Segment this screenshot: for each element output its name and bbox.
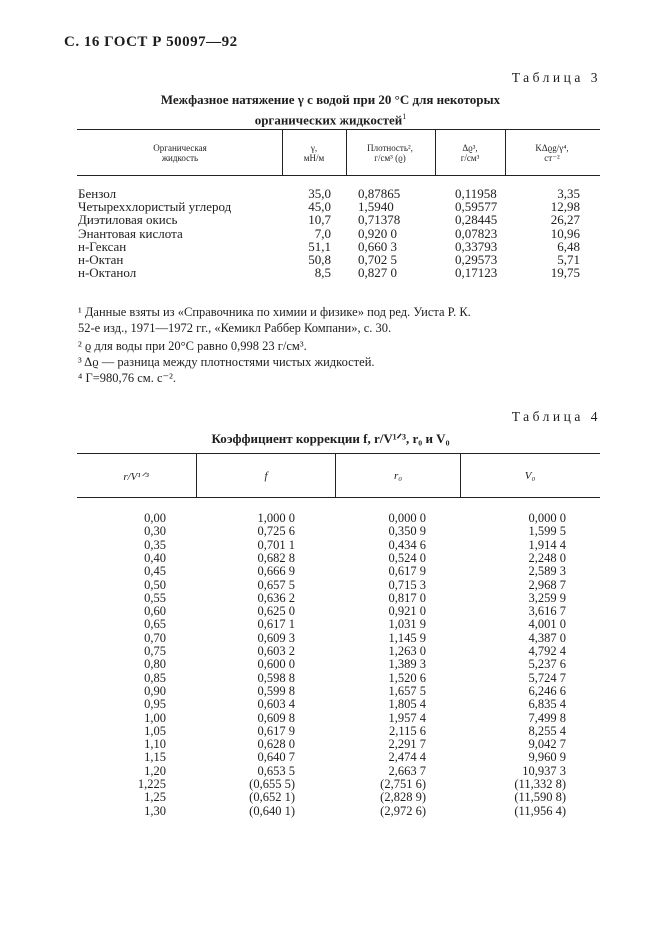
- table-cell: 0,603 4: [257, 697, 295, 712]
- table-cell: Диэтиловая окись: [78, 212, 178, 228]
- table4-col-header: r₀: [393, 470, 403, 482]
- table-row: [0, 791, 661, 804]
- table-cell: 9,960 9: [528, 750, 566, 765]
- table-cell: 26,27: [550, 212, 580, 228]
- table3-top-rule: [77, 129, 600, 130]
- table-cell: 51,1: [308, 238, 331, 254]
- table-cell: н-Гексан: [78, 238, 127, 254]
- table-cell: 45,0: [308, 199, 331, 215]
- table-cell: 0,17123: [455, 265, 498, 281]
- table-cell: 0,609 3: [257, 630, 295, 645]
- table-row: [0, 805, 661, 818]
- table-cell: 0,90: [144, 683, 166, 698]
- table-cell: 0,725 6: [257, 524, 295, 539]
- table3-title-sup: 1: [402, 112, 407, 121]
- table-cell: 0,920 0: [358, 225, 397, 241]
- table-cell: (0,652 1): [249, 790, 295, 805]
- table4-col-divider: [460, 453, 461, 497]
- table-cell: 19,75: [550, 265, 580, 281]
- table-cell: 2,248 0: [528, 550, 566, 565]
- table3-col-header: [125, 143, 235, 163]
- table-row: [0, 751, 661, 764]
- table-cell: 0,598 8: [257, 670, 295, 685]
- table-cell: 0,827 0: [358, 265, 397, 281]
- footnote: ³ Δϱ — разница между плотностями чистых жидкостей.: [78, 355, 375, 369]
- table-row: [0, 525, 661, 538]
- table-cell: 0,600 0: [257, 657, 295, 672]
- table3-title-line2-wrap: [0, 108, 661, 128]
- table3-title: [0, 91, 661, 128]
- table-cell: 1,805 4: [388, 697, 426, 712]
- table-row: [0, 200, 661, 213]
- table-cell: 0,59577: [455, 199, 498, 215]
- table-row: [0, 645, 661, 658]
- table-cell: 0,000 0: [528, 511, 566, 525]
- table-cell: 1,031 9: [388, 617, 426, 632]
- table3-col-header: [497, 143, 607, 163]
- table-row: [0, 565, 661, 578]
- table-cell: 0,640 7: [257, 750, 295, 765]
- table-cell: 5,724 7: [528, 670, 566, 685]
- table-cell: (11,590 8): [514, 790, 566, 805]
- table4-col-header: f: [264, 470, 268, 482]
- table-cell: 1,263 0: [388, 644, 426, 658]
- table-cell: 4,001 0: [528, 617, 566, 632]
- table-cell: (2,751 6): [380, 777, 426, 791]
- table-cell: 0,33793: [455, 238, 498, 254]
- table-cell: 0,617 9: [388, 564, 426, 579]
- table-cell: 8,5: [314, 265, 331, 281]
- table-cell: 5,71: [557, 252, 580, 267]
- table-cell: 0,28445: [455, 212, 498, 228]
- table-row: [0, 778, 661, 791]
- table4-top-rule: [77, 453, 600, 454]
- table-cell: 0,55: [144, 590, 166, 605]
- table-cell: 0,75: [144, 644, 166, 658]
- table-row: [0, 592, 661, 605]
- table-cell: 1,15: [144, 750, 166, 765]
- table-cell: 7,0: [314, 225, 331, 241]
- table-cell: 0,921 0: [388, 604, 426, 619]
- table-row: [0, 658, 661, 671]
- table-cell: (0,640 1): [249, 803, 295, 818]
- table-cell: 3,616 7: [528, 604, 566, 619]
- table3-title-line2: органических жидкостей: [254, 112, 403, 128]
- table-row: [0, 725, 661, 738]
- table-row: [0, 632, 661, 645]
- table-cell: 1,5940: [358, 199, 394, 215]
- table-cell: 0,71378: [358, 212, 401, 228]
- table-cell: 1,00: [144, 710, 166, 725]
- table-cell: (2,972 6): [380, 803, 426, 818]
- table-cell: 0,29573: [455, 252, 498, 267]
- table-cell: 2,474 4: [388, 750, 426, 765]
- table-cell: (0,655 5): [249, 777, 295, 791]
- table-row: [0, 253, 661, 266]
- table-cell: 1,957 4: [388, 710, 426, 725]
- table-cell: 10,7: [308, 212, 331, 228]
- table-cell: 0,11958: [455, 186, 497, 201]
- table-cell: 0,617 1: [257, 617, 295, 632]
- table-cell: 1,25: [144, 790, 166, 805]
- table3-col-header-line2: г/см³ (ϱ): [374, 153, 406, 163]
- table-cell: 6,48: [557, 238, 580, 254]
- table-cell: 7,499 8: [528, 710, 566, 725]
- table-row: [0, 765, 661, 778]
- table-cell: 2,589 3: [528, 564, 566, 579]
- table-row: [0, 227, 661, 240]
- table-row: [0, 512, 661, 525]
- table-cell: 1,20: [144, 763, 166, 778]
- table-cell: 1,520 6: [388, 670, 426, 685]
- footnote: 52-е изд., 1971—1972 гг., «Кемикл Раббер Компани», с. 30.: [78, 321, 392, 335]
- table3-col-header-line2: ст⁻²: [544, 153, 560, 163]
- table-cell: 0,350 9: [388, 524, 426, 539]
- table-cell: 1,145 9: [388, 630, 426, 645]
- table-cell: 1,225: [137, 777, 166, 791]
- table-cell: 0,666 9: [257, 564, 295, 579]
- table-cell: 1,05: [144, 723, 166, 738]
- table-cell: 10,937 3: [522, 763, 566, 778]
- table3-caption: Таблица 3: [511, 70, 601, 85]
- table3-col-header-line1: KΔϱg/γ⁴,: [535, 143, 569, 153]
- table-cell: 0,636 2: [257, 590, 295, 605]
- table-cell: 0,000 0: [388, 511, 426, 525]
- table3-col-header-line2: жидкость: [161, 153, 199, 163]
- table-row: [0, 672, 661, 685]
- table-cell: 0,660 3: [358, 238, 397, 254]
- table-cell: 0,87865: [358, 186, 401, 201]
- table-cell: 0,657 5: [257, 577, 295, 592]
- footnote: ¹ Данные взяты из «Справочника по химии и физике» под ред. Уиста Р. К.: [78, 305, 471, 319]
- table3-col-header-line1: γ,: [310, 143, 318, 153]
- table-cell: 0,599 8: [257, 683, 295, 698]
- table-cell: 0,95: [144, 697, 166, 712]
- table-cell: 0,603 2: [257, 644, 295, 658]
- table-cell: 0,40: [144, 550, 166, 565]
- table-cell: 2,291 7: [388, 737, 426, 752]
- table-cell: 0,715 3: [388, 577, 426, 592]
- table3-col-header-line1: Органическая: [153, 143, 207, 153]
- table-row: [0, 539, 661, 552]
- table-cell: (11,332 8): [514, 777, 566, 791]
- table-cell: 1,914 4: [528, 537, 566, 552]
- table3-col-header-line1: Плотность²,: [367, 143, 413, 153]
- table4-col-divider: [196, 453, 197, 497]
- table4-caption: Таблица 4: [511, 409, 601, 424]
- footnote: ⁴ Г=980,76 см. с⁻².: [78, 371, 176, 385]
- table-cell: 2,968 7: [528, 577, 566, 592]
- table4-col-divider: [335, 453, 336, 497]
- table-row: [0, 552, 661, 565]
- table-cell: 35,0: [308, 186, 331, 201]
- table-cell: 4,387 0: [528, 630, 566, 645]
- table-row: [0, 579, 661, 592]
- table-cell: Бензол: [78, 186, 117, 201]
- table4-header-rule: [77, 497, 600, 498]
- table-cell: 4,792 4: [528, 644, 566, 658]
- table3-col-header-line2: мН/м: [303, 153, 325, 163]
- table-cell: 5,237 6: [528, 657, 566, 672]
- table-cell: 2,115 6: [388, 723, 426, 738]
- table3-footnotes: [78, 304, 608, 386]
- table-cell: 0,625 0: [257, 604, 295, 619]
- table-cell: Энантовая кислота: [78, 225, 183, 241]
- table-cell: 0,80: [144, 657, 166, 672]
- table-row: [0, 712, 661, 725]
- table3-col-header-line1: Δϱ³,: [462, 143, 478, 153]
- table-cell: 1,10: [144, 737, 166, 752]
- table-cell: 50,8: [308, 252, 331, 267]
- page-header: С. 16 ГОСТ Р 50097—92: [64, 34, 238, 50]
- table-cell: 0,702 5: [358, 252, 397, 267]
- table-cell: 12,98: [550, 199, 580, 215]
- table-cell: (2,828 9): [380, 790, 426, 805]
- table-cell: н-Октанол: [78, 265, 137, 281]
- table-row: [0, 213, 661, 226]
- table-cell: 1,599 5: [528, 524, 566, 539]
- table-cell: 0,817 0: [388, 590, 426, 605]
- table-cell: 1,389 3: [388, 657, 426, 672]
- table3-header-rule: [77, 175, 600, 176]
- table-cell: 3,35: [557, 186, 580, 201]
- table3-title-line1: Межфазное натяжение γ с водой при 20 °С для некоторых: [160, 92, 501, 107]
- table-cell: 1,000 0: [257, 511, 295, 525]
- table-cell: 1,657 5: [388, 683, 426, 698]
- table-cell: 1,30: [144, 803, 166, 818]
- table-cell: 8,255 4: [528, 723, 566, 738]
- table4-title: Коэффициент коррекции f, r/V¹ᐟ³, r₀ и V₀: [211, 431, 450, 446]
- table-cell: 6,835 4: [528, 697, 566, 712]
- table-row: [0, 618, 661, 631]
- table4-col-header: V₀: [524, 470, 536, 482]
- table-cell: 0,65: [144, 617, 166, 632]
- table-cell: Четыреххлористый углерод: [78, 199, 232, 215]
- table-cell: 3,259 9: [528, 590, 566, 605]
- table-cell: 0,35: [144, 537, 166, 552]
- table-cell: 0,45: [144, 564, 166, 579]
- table-cell: 10,96: [550, 225, 580, 241]
- table-cell: 0,682 8: [257, 550, 295, 565]
- table-row: [0, 738, 661, 751]
- table-row: [0, 698, 661, 711]
- table-cell: 0,434 6: [388, 537, 426, 552]
- table-row: [0, 605, 661, 618]
- table-row: [0, 187, 661, 200]
- table-row: [0, 266, 661, 279]
- table-cell: 0,701 1: [257, 537, 295, 552]
- table-cell: 9,042 7: [528, 737, 566, 752]
- table-cell: 0,00: [144, 511, 166, 525]
- table-row: [0, 685, 661, 698]
- table4-col-header: r/V¹ᐟ³: [123, 471, 149, 483]
- table-row: [0, 240, 661, 253]
- table-cell: 0,85: [144, 670, 166, 685]
- table-cell: 0,617 9: [257, 723, 295, 738]
- table-cell: (11,956 4): [514, 803, 566, 818]
- table-cell: 0,609 8: [257, 710, 295, 725]
- table-cell: 0,07823: [455, 225, 498, 241]
- table-cell: 2,663 7: [388, 763, 426, 778]
- footnote: ² ϱ для воды при 20°С равно 0,998 23 г/см³.: [78, 339, 307, 353]
- table-cell: 0,628 0: [257, 737, 295, 752]
- table-cell: 0,653 5: [257, 763, 295, 778]
- table-cell: 0,60: [144, 604, 166, 619]
- table-cell: 0,50: [144, 577, 166, 592]
- table-cell: 0,30: [144, 524, 166, 539]
- table-cell: н-Октан: [78, 252, 124, 267]
- table-cell: 0,524 0: [388, 550, 426, 565]
- table-cell: 0,70: [144, 630, 166, 645]
- table-cell: 6,246 6: [528, 683, 566, 698]
- table3-col-header-line2: г/см³: [460, 153, 480, 163]
